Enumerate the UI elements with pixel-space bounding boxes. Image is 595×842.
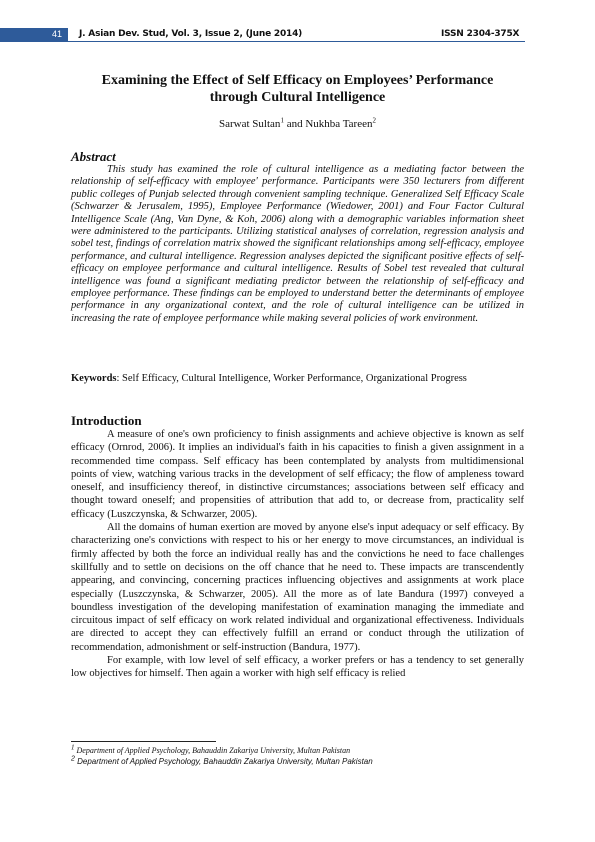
header-rule [68, 41, 525, 42]
page-number: 41 [52, 29, 63, 39]
running-header [0, 28, 595, 42]
footnote-1-text: Department of Applied Psychology, Bahauddin Zakariya University, Multan Pakistan [74, 746, 351, 755]
footnotes [71, 745, 524, 767]
footnote-1 [71, 745, 524, 756]
issn: ISSN 2304-375X [441, 29, 520, 39]
journal-citation: J. Asian Dev. Stud, Vol. 3, Issue 2, (June 2014) [79, 29, 303, 39]
page-number-badge [0, 28, 68, 42]
title-line-2: through Cultural Intelligence [209, 90, 386, 105]
author-1: Sarwat Sultan [219, 118, 281, 130]
paragraph-3: For example, with low level of self efficacy, a worker prefers or has a tendency to set generally low objectives for himself. Then again a worker with high self efficacy is relied [71, 655, 524, 680]
author-2-affiliation-mark: 2 [372, 116, 376, 125]
author-list [70, 118, 525, 130]
abstract-text: This study has examined the role of cultural intelligence as a mediating factor between the relationship of self-efficacy with employee' performance. Participants were 350 lecturers from different public colleges of Punjab selected through convenient sampling technique. Generalized Self Efficacy Scale (Schwarzer & Jerusalem, 1995), Employee Performance (Wiedower, 2001) and Four Factor Cultural Intelligence Scale (Ang, Van Dyne, & Koh, 2006) along with a demographic variables information sheet were administered to the participants. Utilizing statistical analyses of correlation, regression analysis and sobel test, findings of correlation matrix showed the significant relationships among self-efficacy, employee performance, and cultural intelligence. Regression analyses depicted the significant positive effects of self-efficacy on employee performance and cultural intelligence. Results of Sobel test revealed that cultural intelligence was found a significant mediating predictor between the relationship of self-efficacy and employee performance. These findings can be employed to understand better the determinants of employee performance in any organizational context, and the role of cultural intelligence can be utilized in increasing the rate of employee performance while making several policies of work environment. [71, 164, 524, 324]
footnote-2 [71, 756, 524, 767]
introduction-heading: Introduction [71, 413, 142, 428]
footnote-1-mark: 1 [71, 743, 75, 752]
keywords-list: : Self Efficacy, Cultural Intelligence, Worker Performance, Organizational Progress [116, 373, 467, 384]
author-separator: and [283, 118, 306, 130]
abstract-heading: Abstract [71, 149, 116, 164]
paper-title [70, 72, 525, 106]
footnote-2-text: Department of Applied Psychology, Bahauddin Zakariya University, Multan Pakistan [74, 757, 373, 766]
keywords-label: Keywords [71, 373, 117, 384]
author-2: Nukhba Tareen [305, 118, 373, 130]
paragraph-1: A measure of one's own proficiency to finish assignments and achieve objective is known as self efficacy (Ornrod, 2006). It implies an individual's faith in his capacities to finish a given assignment in a recommended time compass. Self efficacy has been contemplated by analysts from multidimensional points of view, watching various tracks in the development of self efficacy; the flow of ampleness toward oneself, and insufficiency thereof, in distinctive circumstances; associations between self efficacy and thought toward oneself; and propensities of attribution that add to, or decrease from, practicality self efficacy (Luszczynska, & Schwarzer, 2005). [71, 429, 524, 520]
footnote-rule [71, 741, 216, 742]
paragraph-2: All the domains of human exertion are moved by anyone else's input adequacy or self efficacy. By characterizing one's convictions with respect to his or her energy to move circumstances, an individual is firmly affected by both the force an individual really has and the convictions he need to face challenges skillfully and to settle on decisions on the off chance that he need to. These impacts are transcendently appearing, and convincing, concerning practices influencing objectives and assignments at work place especially (Luszczynska, & Schwarzer, 2005). All the more as of late Bandura (1997) conveyed a boundless investigation of the developing manifestation of examination managing the immediate and circuitous impact of self efficacy on work related individual and organizational effectiveness. Individuals are directed to accept they can effectively fulfill an errand or conduct through the utilization of recommendation, admonishment or self-instruction (Bandura, 1977). [71, 522, 524, 653]
title-line-1: Examining the Effect of Self Efficacy on Employees’ Performance [101, 73, 494, 88]
footnote-2-mark: 2 [71, 755, 75, 763]
author-1-affiliation-mark: 1 [280, 116, 284, 125]
keywords [71, 372, 524, 385]
introduction-body [71, 428, 524, 681]
